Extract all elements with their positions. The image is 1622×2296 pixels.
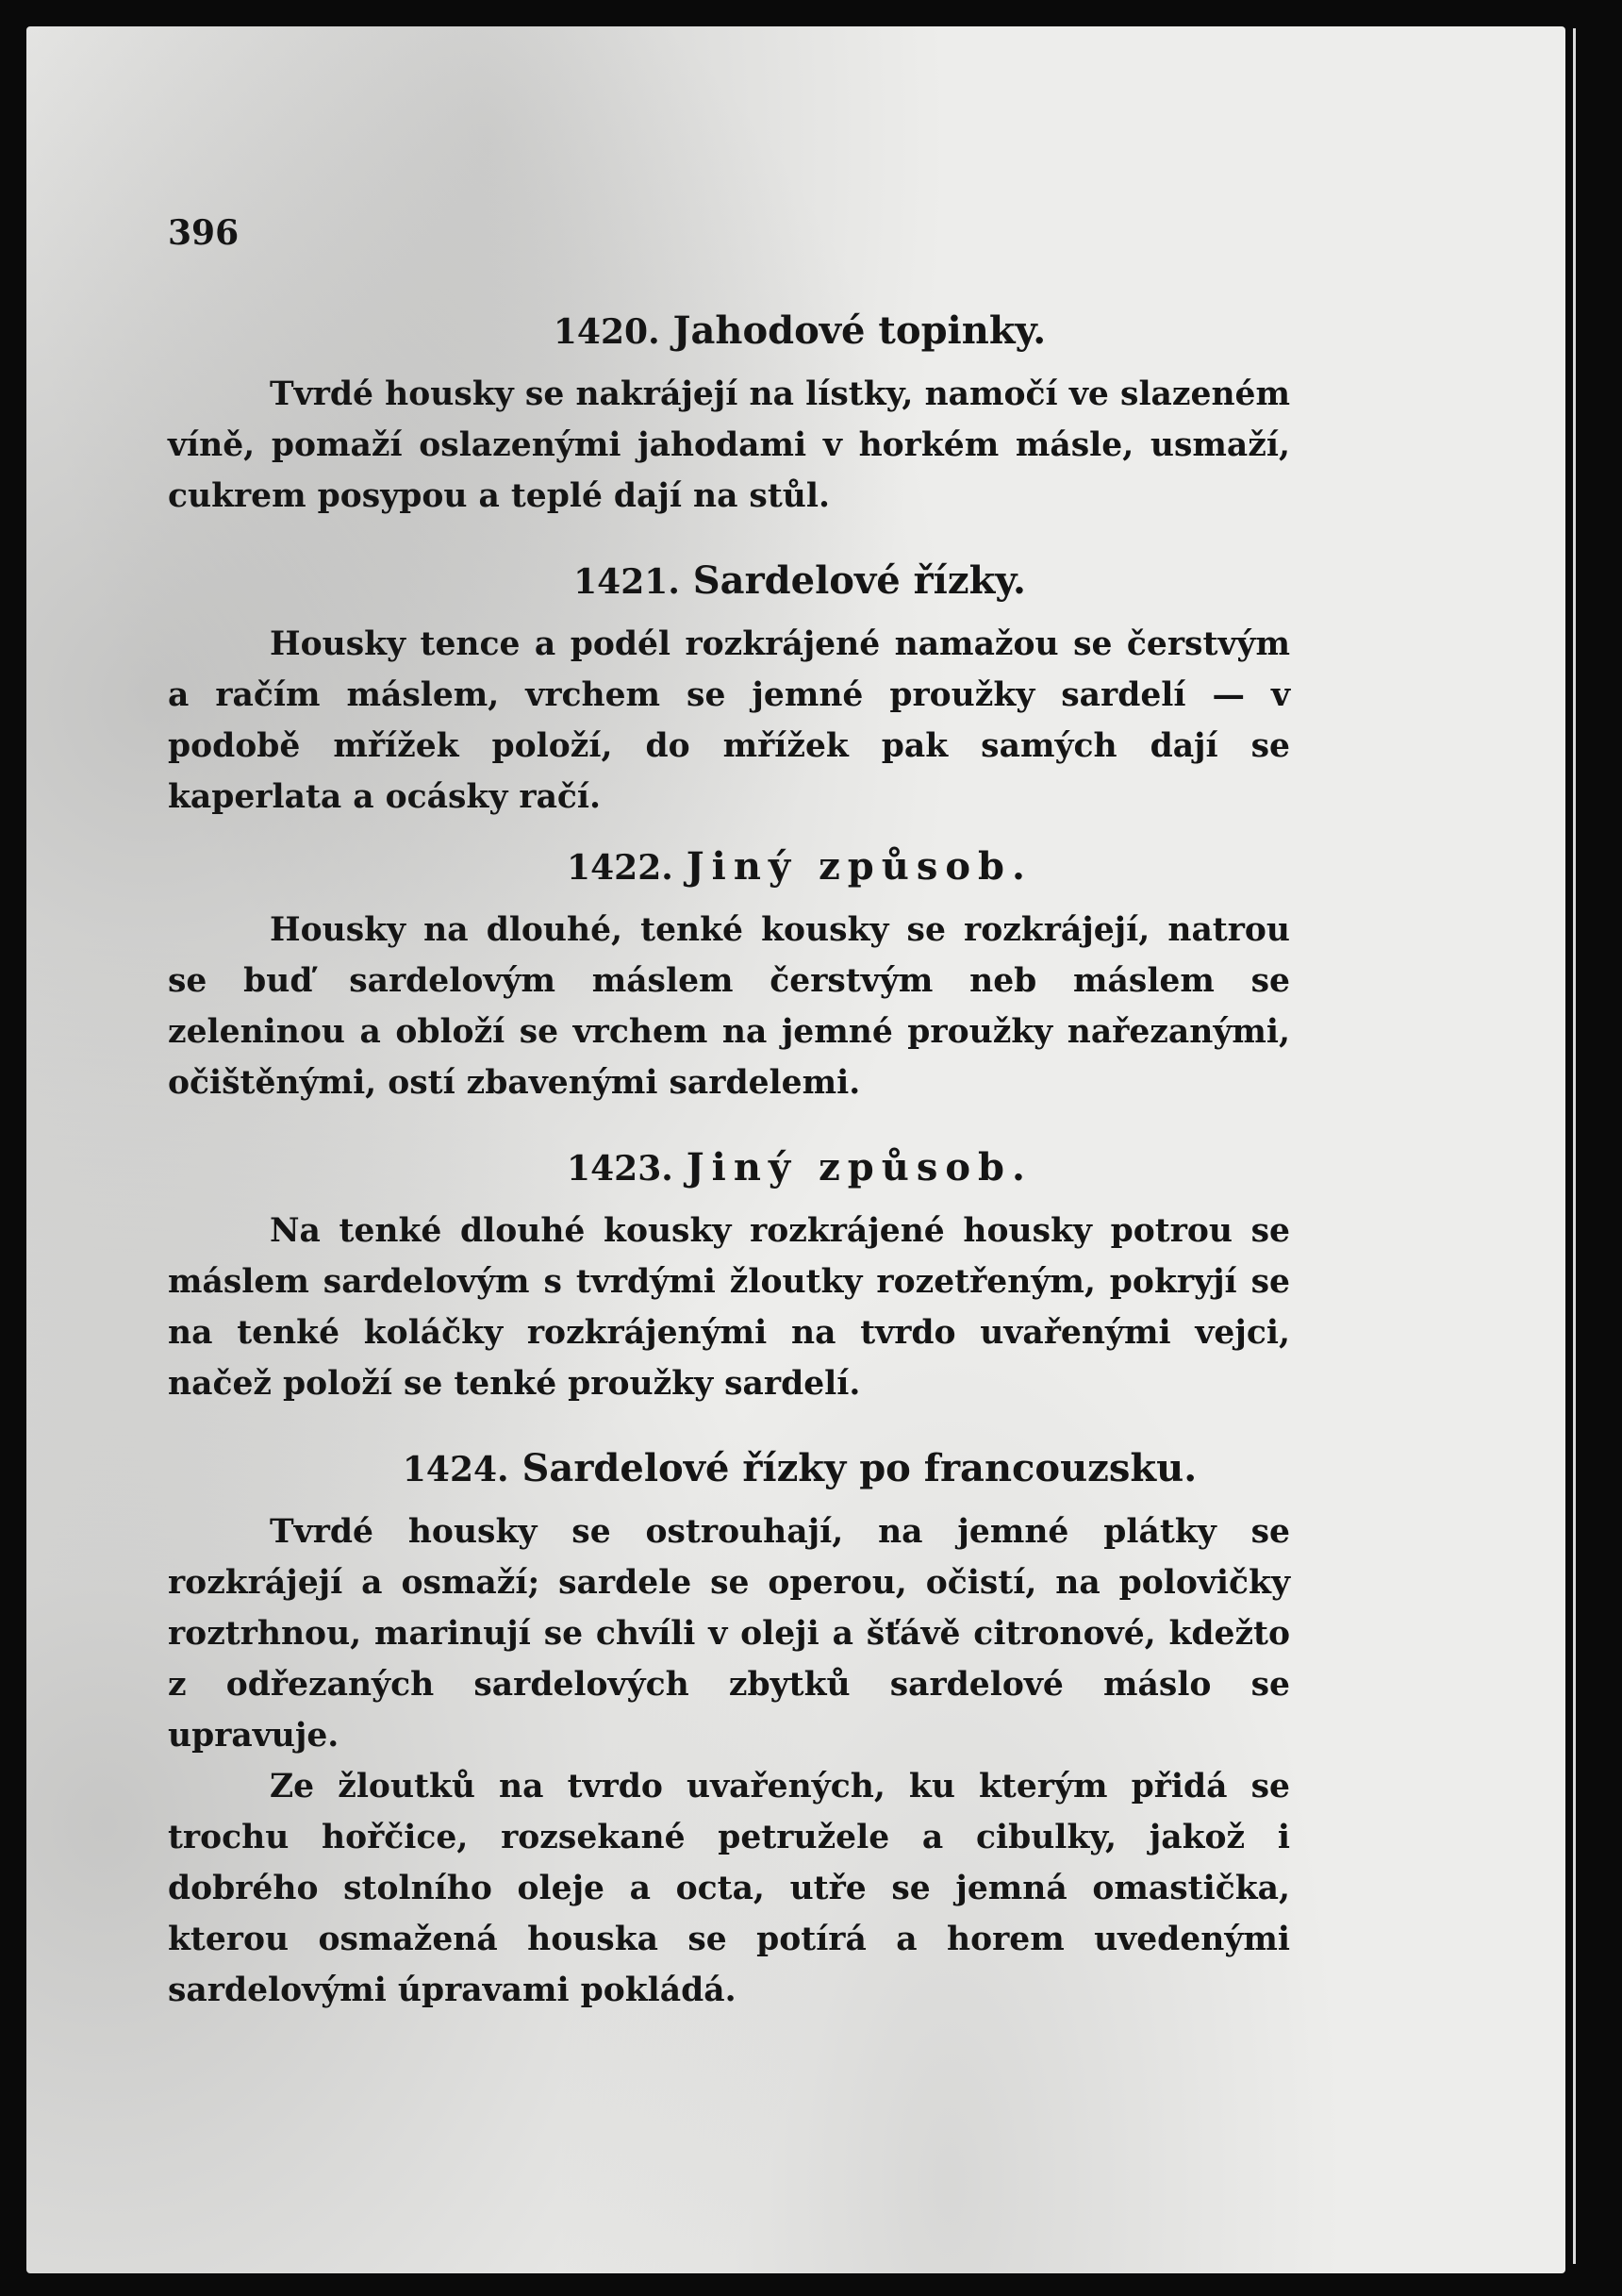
section-title: Jiný způsob.	[686, 1145, 1033, 1190]
section-paragraph: Housky na dlouhé, tenké kousky se rozkrájejí, natrou se buď sardelovým máslem čerstvým neb máslem se zeleninou a obloží se vrchem na jemné proužky nařezanými, očištěnými, ostí zbavenými sardelemi.	[168, 911, 1290, 1102]
section-paragraph: Housky tence a podél rozkrájené namažou se čerstvým a račím máslem, vrchem se jemné proužky sardelí — v podobě mřížek položí, do mřížek pak samých dají se kaperlata a ocásky račí.	[168, 625, 1290, 816]
page-edge-line	[1573, 28, 1576, 2264]
page-number: 396	[168, 213, 240, 253]
section-number: 1422.	[567, 848, 673, 888]
section-paragraph: Na tenké dlouhé kousky rozkrájené housky potrou se máslem sardelovým s tvrdými žloutky rozetřeným, pokryjí se na tenké koláčky rozkrájenými na tvrdo uvařenými vejci, načež položí se tenké proužky sardelí.	[168, 1212, 1290, 1403]
section-heading-1421	[168, 554, 1290, 609]
section-number: 1421.	[573, 562, 680, 602]
section-number: 1420.	[553, 312, 660, 352]
section-number: 1423.	[567, 1149, 673, 1189]
section-title: Jiný způsob.	[686, 844, 1033, 889]
section-title: Sardelové řízky po francouzsku.	[521, 1446, 1198, 1490]
section-heading-1423	[168, 1140, 1290, 1196]
section-paragraph: Tvrdé housky se ostrouhají, na jemné plátky se rozkrájejí a osmaží; sardele se operou, očistí, na polovičky roztrhnou, marinují se chvíli v oleji a šťávě citronové, kdežto z odřezaných sardelových zbytků sardelové máslo se upravuje.	[168, 1513, 1290, 1755]
recipe-text	[168, 304, 1290, 2016]
section-title: Jahodové topinky.	[672, 308, 1047, 353]
section-number: 1424.	[402, 1450, 509, 1489]
section-heading-1420	[168, 304, 1290, 359]
section-heading-1424	[168, 1441, 1290, 1497]
section-paragraph: Tvrdé housky se nakrájejí na lístky, namočí ve slazeném víně, pomaží oslazenými jahodami v horkém másle, usmaží, cukrem posypou a teplé dají na stůl.	[168, 375, 1290, 515]
section-title: Sardelové řízky.	[692, 558, 1026, 603]
section-heading-1422	[168, 840, 1290, 895]
section-paragraph: Ze žloutků na tvrdo uvařených, ku kterým přidá se trochu hořčice, rozsekané petružele a cibulky, jakož i dobrého stolního oleje a octa, utře se jemná omastička, kterou osmažená houska se potírá a horem uvedenými sardelovými úpravami pokládá.	[168, 1768, 1290, 2009]
